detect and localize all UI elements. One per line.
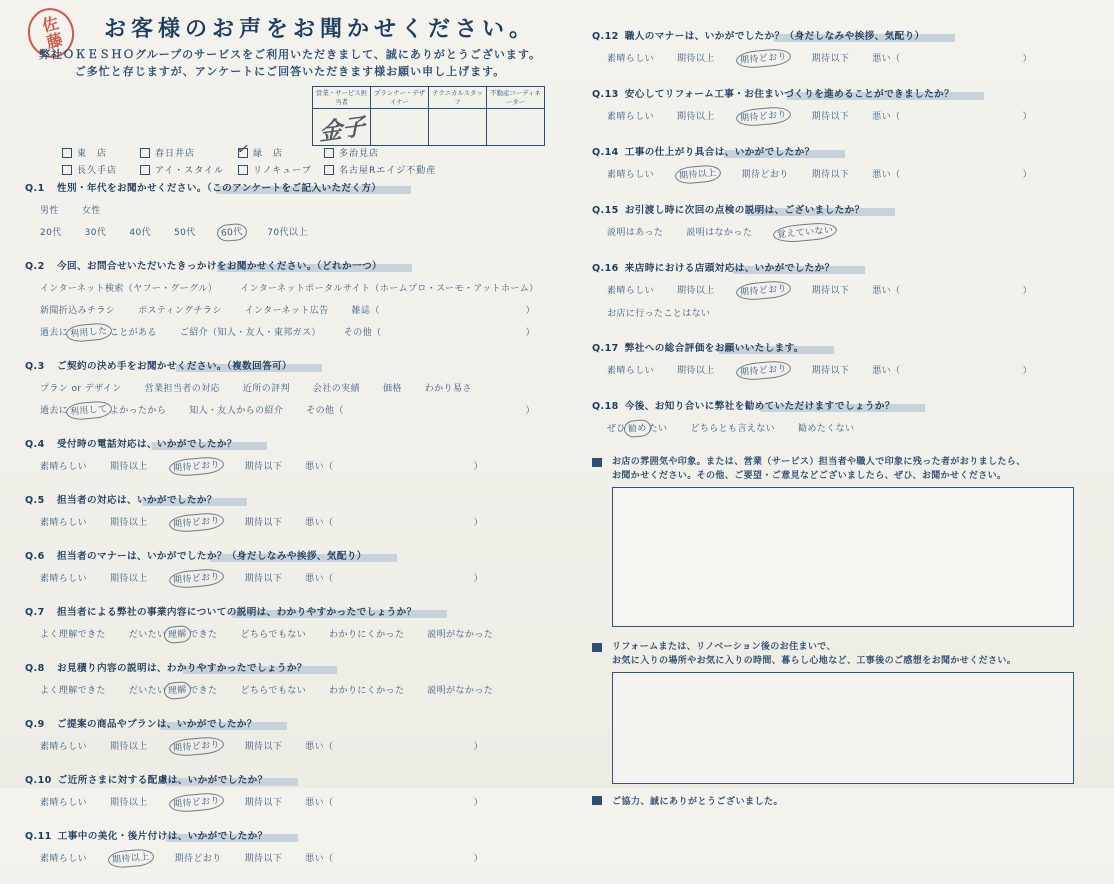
answer-option[interactable]: 期待以下 <box>244 518 283 528</box>
question-title: 来店時における店頭対応は、いかがでしたか？ <box>625 263 865 274</box>
answer-row <box>25 225 537 239</box>
store-checkbox-group <box>62 138 442 180</box>
store-label: 東 店 <box>77 149 108 159</box>
store-option[interactable] <box>324 146 442 159</box>
answer-option[interactable] <box>129 627 218 641</box>
answer-option[interactable]: 期待以下 <box>244 742 283 752</box>
handwritten-circle: 期待以上 <box>107 848 154 869</box>
answer-row <box>25 627 537 641</box>
answer-option[interactable]: 素晴らしい <box>40 518 88 528</box>
answer-row <box>25 795 537 809</box>
answer-option[interactable]: 期待以下 <box>244 798 283 808</box>
handwritten-circle: 期待どおり <box>735 360 791 382</box>
paren-close[interactable]: ） <box>473 798 483 808</box>
answer-option[interactable]: 素晴らしい <box>607 112 655 122</box>
answer-row <box>25 303 537 316</box>
question-title: お引渡し時に次回の点検の説明は、ございましたか？ <box>625 205 895 216</box>
answer-row <box>592 421 1074 435</box>
answer-option[interactable] <box>171 572 222 585</box>
checkbox[interactable] <box>140 165 150 175</box>
staff-col-realestate: 不動産コーディネーター <box>487 87 545 109</box>
answer-option[interactable]: 悪い（ <box>872 286 901 296</box>
comment-prompt <box>612 641 1016 668</box>
answer-option[interactable] <box>738 284 789 297</box>
store-option[interactable] <box>62 163 140 176</box>
question-title: 受付時の電話対応は、いかがでしたか？ <box>57 439 267 450</box>
answer-row <box>592 167 1074 181</box>
answer-option[interactable]: 70代以上 <box>267 228 308 238</box>
question-number: Q.15 <box>592 205 619 216</box>
paren-close[interactable]: ） <box>1022 286 1032 296</box>
answer-option[interactable]: 悪い（ <box>305 742 334 752</box>
question-title: 工事中の美化・後片付けは、いかがでしたか？ <box>58 831 298 842</box>
answer-option[interactable] <box>775 226 835 239</box>
answer-option[interactable]: 期待どおり <box>174 854 222 864</box>
staff-col-sales: 営業・サービス担当者 <box>313 87 371 109</box>
answer-row <box>592 283 1074 297</box>
answer-option[interactable]: 期待どおり <box>741 170 789 180</box>
answer-option[interactable]: その他（ <box>306 406 344 416</box>
handwritten-circle: 期待どおり <box>735 106 791 128</box>
question-title: 今後、お知り合いに弊社を勧めていただけますでしょうか？ <box>625 401 925 412</box>
answer-option[interactable]: 期待以下 <box>811 112 850 122</box>
answer-option[interactable]: 男性 <box>40 206 59 216</box>
question-title: ご提案の商品やプランは、いかがでしたか？ <box>57 719 287 730</box>
answer-row <box>592 51 1074 65</box>
question-title: 弊社への総合評価をお願いいたします。 <box>625 343 834 354</box>
handwritten-circle: 理解 <box>164 681 192 700</box>
answer-row <box>25 571 537 585</box>
store-label: 春日井店 <box>155 149 196 159</box>
answer-option[interactable]: 期待以上 <box>677 366 715 376</box>
option-text: できた <box>189 630 218 640</box>
answer-option[interactable]: 悪い（ <box>305 518 334 528</box>
answer-option[interactable]: 悪い（ <box>305 854 334 864</box>
answer-option[interactable]: 素晴らしい <box>607 366 655 376</box>
question-title: 担当者による弊社の事業内容についての説明は、わかりやすかったでしょうか？ <box>57 607 447 618</box>
answer-option[interactable] <box>171 740 222 753</box>
question-title: ご近所さまに対する配慮は、いかがでしたか？ <box>58 775 298 786</box>
question-number: Q.12 <box>592 31 619 42</box>
store-option[interactable] <box>324 163 442 176</box>
answer-row <box>25 203 537 216</box>
staff-table <box>312 86 545 146</box>
question <box>25 436 537 473</box>
comment-prompt-line-2: お気に入りの場所やお気に入りの時間、暮らし心地など、工事後のご感想をお聞かせください。 <box>612 655 1017 666</box>
option-text: ことがある <box>109 328 157 338</box>
answer-option[interactable]: 営業担当者の対応 <box>144 384 220 394</box>
answer-option[interactable]: 会社の実績 <box>312 384 360 394</box>
answer-row <box>592 306 1074 319</box>
handwritten-circle: 勧め <box>623 419 651 438</box>
bullet-square-icon <box>592 458 602 467</box>
store-option[interactable] <box>238 163 324 176</box>
answer-option[interactable] <box>738 110 789 123</box>
answer-option[interactable]: 期待以下 <box>811 170 850 180</box>
handwritten-circle: 覚えていない <box>773 221 839 244</box>
option-text: ぜひ <box>607 424 626 434</box>
paren-close[interactable]: ） <box>473 742 483 752</box>
answer-option[interactable]: インターネット検索（ヤフー・グーグル） <box>40 284 218 294</box>
question-title: ご契約の決め手をお聞かせください。（複数回答可） <box>57 361 322 372</box>
checkbox[interactable] <box>324 148 334 158</box>
question <box>25 716 537 753</box>
staff-cell-realestate[interactable] <box>487 109 545 146</box>
answer-option[interactable]: 素晴らしい <box>40 742 88 752</box>
answer-option[interactable]: インターネットポータルサイト（ホームプロ・スーモ・アットホーム） <box>240 284 539 294</box>
staff-col-planner: プランナー・デザイナー <box>371 87 429 109</box>
handwritten-circle: 期待どおり <box>735 280 791 302</box>
comment-section-impression <box>592 456 1074 627</box>
answer-option[interactable]: 新聞折込みチラシ <box>40 306 116 316</box>
checkbox[interactable] <box>62 165 72 175</box>
option-text: だいたい <box>128 686 167 696</box>
staff-col-technical: テクニカルスタッフ <box>429 87 487 109</box>
question <box>25 180 537 239</box>
answer-option[interactable]: どちらとも言えない <box>690 424 776 434</box>
answer-option[interactable] <box>171 516 222 529</box>
question <box>592 340 1074 377</box>
question <box>592 144 1074 181</box>
answer-row <box>25 403 537 417</box>
option-text: 過去に <box>40 406 69 416</box>
paren-close[interactable]: ） <box>1022 366 1032 376</box>
paren-close[interactable]: ） <box>1022 54 1032 64</box>
answer-option[interactable]: 素晴らしい <box>607 170 655 180</box>
handwritten-circle: 利用して <box>66 400 113 421</box>
answer-option[interactable]: 価格 <box>382 384 402 394</box>
question-title: 今回、お問合せいただいたきっかけをお聞かせください。（どれか一つ） <box>57 261 412 272</box>
answer-option[interactable]: 期待以下 <box>811 54 850 64</box>
option-text: 過去に <box>40 328 69 338</box>
answer-option[interactable]: 素晴らしい <box>607 286 655 296</box>
store-label: 多治見店 <box>339 149 380 159</box>
handwritten-circle: 期待以上 <box>674 164 721 185</box>
question-number: Q.5 <box>25 495 45 506</box>
answer-option[interactable]: わかりにくかった <box>329 630 405 640</box>
store-option[interactable] <box>235 138 324 159</box>
answer-row <box>592 225 1074 239</box>
answer-option[interactable]: お店に行ったことはない <box>607 309 711 319</box>
answer-option[interactable]: どちらでもない <box>240 630 307 640</box>
answer-option[interactable]: 期待以上 <box>677 54 715 64</box>
handwritten-circle: 理解 <box>164 625 192 644</box>
question-number: Q.8 <box>25 663 45 674</box>
answer-option[interactable] <box>40 325 157 339</box>
answer-option[interactable]: 期待以上 <box>110 518 148 528</box>
checkbox[interactable] <box>62 148 72 158</box>
paren-close[interactable]: ） <box>473 574 483 584</box>
answer-option[interactable]: 期待以下 <box>244 574 283 584</box>
checkbox[interactable] <box>324 165 334 175</box>
answer-row <box>25 739 537 753</box>
store-label: 緑 店 <box>253 149 284 159</box>
store-label: 長久手店 <box>77 166 118 176</box>
staff-name-handwritten: 金子 <box>318 112 365 147</box>
answer-row <box>592 363 1074 377</box>
answer-option[interactable]: 期待以上 <box>110 798 148 808</box>
comment-prompt-line-2: お聞かせください。その他、ご要望・ご意見などございましたら、ぜひ、お聞かせください。 <box>612 470 1007 481</box>
answer-row <box>25 515 537 529</box>
question-number: Q.1 <box>25 183 45 194</box>
checkbox[interactable] <box>140 148 150 158</box>
question <box>25 828 537 865</box>
question-number: Q.16 <box>592 263 619 274</box>
comment-box-impression[interactable] <box>612 487 1074 627</box>
closing-line <box>592 794 1074 807</box>
question-number: Q.13 <box>592 89 619 100</box>
page-title: お客様のお声をお聞かせください。 <box>104 17 537 42</box>
comment-prompt-line-1: お店の雰囲気や印象。または、営業（サービス）担当者や職人で印象に残った者がおりましたら、 <box>612 457 1026 467</box>
intro-line-2: ご多忙と存じますが、アンケートにご回答いただきます様お願い申し上げます。 <box>74 65 506 79</box>
answer-option[interactable]: 期待以下 <box>244 462 283 472</box>
answer-option[interactable]: 期待以下 <box>811 366 850 376</box>
paren-close[interactable]: ） <box>473 462 483 472</box>
answer-option[interactable]: 説明はなかった <box>686 228 753 238</box>
question <box>592 86 1074 123</box>
answer-option[interactable]: 悪い（ <box>872 112 901 122</box>
paren-close[interactable]: ） <box>473 854 483 864</box>
answer-option[interactable] <box>40 403 166 417</box>
answer-option[interactable]: 20代 <box>40 228 62 238</box>
answer-option[interactable] <box>129 683 218 697</box>
question-number: Q.4 <box>25 439 45 450</box>
question-number: Q.17 <box>592 343 619 354</box>
question-title: 性別・年代をお聞かせください。（このアンケートをご記入いただく方） <box>57 183 411 194</box>
handwritten-check-icon: ✓ <box>235 138 253 159</box>
answer-option[interactable] <box>738 52 789 65</box>
answer-option[interactable]: 50代 <box>173 228 196 238</box>
answer-option[interactable]: 雑誌（ <box>351 306 380 316</box>
answer-option[interactable]: 悪い（ <box>305 462 334 472</box>
answer-option[interactable]: 悪い（ <box>872 366 901 376</box>
answer-row <box>25 281 537 294</box>
answer-option[interactable]: プラン or デザイン <box>40 384 122 394</box>
question <box>25 258 537 339</box>
staff-cell-planner[interactable] <box>371 109 429 146</box>
comment-prompt-line-1: リフォームまたは、リノベーション後のお住まいで、 <box>612 642 836 652</box>
question <box>592 260 1074 319</box>
answer-option[interactable]: 説明がなかった <box>427 630 494 640</box>
answer-option[interactable]: 期待以下 <box>244 854 283 864</box>
staff-cell-technical[interactable] <box>429 109 487 146</box>
answer-option[interactable]: 悪い（ <box>872 54 901 64</box>
answer-option[interactable]: ポスティングチラシ <box>138 306 222 316</box>
handwritten-circle: 期待どおり <box>168 792 224 814</box>
answer-option[interactable]: 素晴らしい <box>607 54 655 64</box>
store-option[interactable] <box>62 146 140 159</box>
option-text: できた <box>189 686 218 696</box>
paren-close[interactable]: ） <box>1022 170 1032 180</box>
answer-row <box>25 851 537 865</box>
answer-row <box>25 459 537 473</box>
question <box>592 202 1074 239</box>
store-label: 名古屋Rエイジ不動産 <box>339 166 437 176</box>
answer-option[interactable]: 知人・友人からの紹介 <box>189 406 284 416</box>
answer-option[interactable]: ご紹介（知人・友人・東邦ガス） <box>179 328 321 338</box>
answer-option[interactable]: 期待以上 <box>110 462 148 472</box>
answer-option[interactable]: 期待以下 <box>811 286 850 296</box>
paren-close[interactable]: ） <box>525 328 535 338</box>
paren-close[interactable]: ） <box>1022 112 1032 122</box>
question <box>25 548 537 585</box>
question <box>25 604 537 641</box>
answer-row <box>25 325 537 339</box>
intro-text <box>30 46 550 80</box>
answer-option[interactable]: 悪い（ <box>305 798 334 808</box>
answer-option[interactable]: わかり易さ <box>424 384 472 394</box>
question-title: お見積り内容の説明は、わかりやすかったでしょうか？ <box>57 663 337 674</box>
question-title: 担当者の対応は、いかがでしたか？ <box>57 495 247 506</box>
comment-section-after-reform <box>592 641 1074 784</box>
answer-option[interactable]: 期待以上 <box>110 742 148 752</box>
answer-option[interactable] <box>171 460 222 473</box>
answer-option[interactable]: 説明はあった <box>607 228 664 238</box>
answer-option[interactable]: よく理解できた <box>40 686 106 696</box>
answer-option[interactable]: 女性 <box>81 206 101 216</box>
question <box>592 28 1074 65</box>
checkbox-checked[interactable] <box>235 138 253 159</box>
question-number: Q.2 <box>25 261 45 272</box>
question-title: 担当者のマナーは、いかがでしたか？（身だしなみや挨拶、気配り） <box>57 551 397 562</box>
paren-close[interactable]: ） <box>525 406 535 416</box>
question-number: Q.14 <box>592 147 619 158</box>
question-number: Q.9 <box>25 719 45 730</box>
answer-row <box>25 381 537 394</box>
question <box>25 772 537 809</box>
comment-box-after-reform[interactable] <box>612 672 1074 784</box>
question-number: Q.7 <box>25 607 45 618</box>
answer-option[interactable]: どちらでもない <box>240 686 307 696</box>
question-title: 職人のマナーは、いかがでしたか？（身だしなみや挨拶、気配り） <box>625 31 955 42</box>
store-option[interactable] <box>140 163 238 176</box>
answer-option[interactable] <box>607 421 667 435</box>
comment-prompt <box>612 456 1026 483</box>
closing-text: ご協力、誠にありがとうございました。 <box>612 797 784 807</box>
question-title: 安心してリフォーム工事・お住まいづくりを進めることができましたか？ <box>625 89 984 100</box>
answer-option[interactable]: よく理解できた <box>40 630 106 640</box>
hanko-stamp: 佐藤 <box>23 3 80 63</box>
handwritten-circle: 60代 <box>216 223 247 243</box>
answer-option[interactable]: 素晴らしい <box>40 462 88 472</box>
staff-cell-sales[interactable] <box>313 109 371 146</box>
question-number: Q.18 <box>592 401 619 412</box>
handwritten-circle: 期待どおり <box>168 456 224 478</box>
option-text: たい <box>648 424 668 434</box>
question <box>25 358 537 417</box>
question-number: Q.6 <box>25 551 45 562</box>
answer-option[interactable]: 説明がなかった <box>427 686 494 696</box>
handwritten-circle: 期待どおり <box>735 48 791 70</box>
handwritten-circle: 利用した <box>66 322 113 343</box>
answer-option[interactable]: 期待以上 <box>677 286 715 296</box>
answer-row <box>25 683 537 697</box>
handwritten-circle: 期待どおり <box>168 736 224 758</box>
questions-column-right <box>592 28 1074 807</box>
bullet-square-icon <box>592 796 602 805</box>
question <box>25 660 537 697</box>
question-number: Q.10 <box>25 775 52 786</box>
handwritten-circle: 期待どおり <box>168 512 224 534</box>
answer-option[interactable]: 期待以上 <box>677 112 715 122</box>
answer-option[interactable]: 30代 <box>84 228 107 238</box>
answer-option[interactable]: 勧めたくない <box>798 424 855 434</box>
answer-option[interactable] <box>677 168 719 181</box>
option-text: よかったから <box>109 406 167 416</box>
question-number: Q.11 <box>25 831 52 842</box>
answer-option[interactable]: 40代 <box>129 228 151 238</box>
bullet-square-icon <box>592 643 602 652</box>
answer-option[interactable]: わかりにくかった <box>329 686 405 696</box>
option-text: だいたい <box>128 630 167 640</box>
answer-option[interactable] <box>110 852 152 865</box>
answer-option[interactable]: その他（ <box>343 328 382 338</box>
checkbox[interactable] <box>238 165 248 175</box>
answer-option[interactable]: 素晴らしい <box>40 798 88 808</box>
questions-column-left <box>25 180 537 884</box>
answer-option[interactable]: 悪い（ <box>872 170 901 180</box>
store-option[interactable] <box>140 146 238 159</box>
store-label: アイ・スタイル <box>155 166 225 176</box>
paren-close[interactable]: ） <box>473 518 483 528</box>
answer-option[interactable]: インターネット広告 <box>244 306 329 316</box>
answer-option[interactable]: 悪い（ <box>305 574 334 584</box>
answer-row <box>592 109 1074 123</box>
question-number: Q.3 <box>25 361 45 372</box>
answer-option[interactable]: 素晴らしい <box>40 574 88 584</box>
answer-option[interactable]: 近所の評判 <box>242 384 290 394</box>
question-title: 工事の仕上がり具合は、いかがでしたか？ <box>625 147 845 158</box>
question <box>25 492 537 529</box>
handwritten-circle: 期待どおり <box>168 568 224 590</box>
store-label: リノキューブ <box>253 166 312 176</box>
paren-close[interactable]: ） <box>525 306 535 316</box>
answer-option[interactable] <box>171 796 222 809</box>
intro-line-1: 弊社ＯＫＥＳＨＯグループのサービスをご利用いただきまして、誠にありがとうございます。 <box>38 48 542 61</box>
question <box>592 398 1074 435</box>
answer-option[interactable]: 期待以上 <box>110 574 148 584</box>
answer-option[interactable] <box>219 226 245 239</box>
answer-option[interactable] <box>738 364 789 377</box>
answer-option[interactable]: 素晴らしい <box>40 854 88 864</box>
